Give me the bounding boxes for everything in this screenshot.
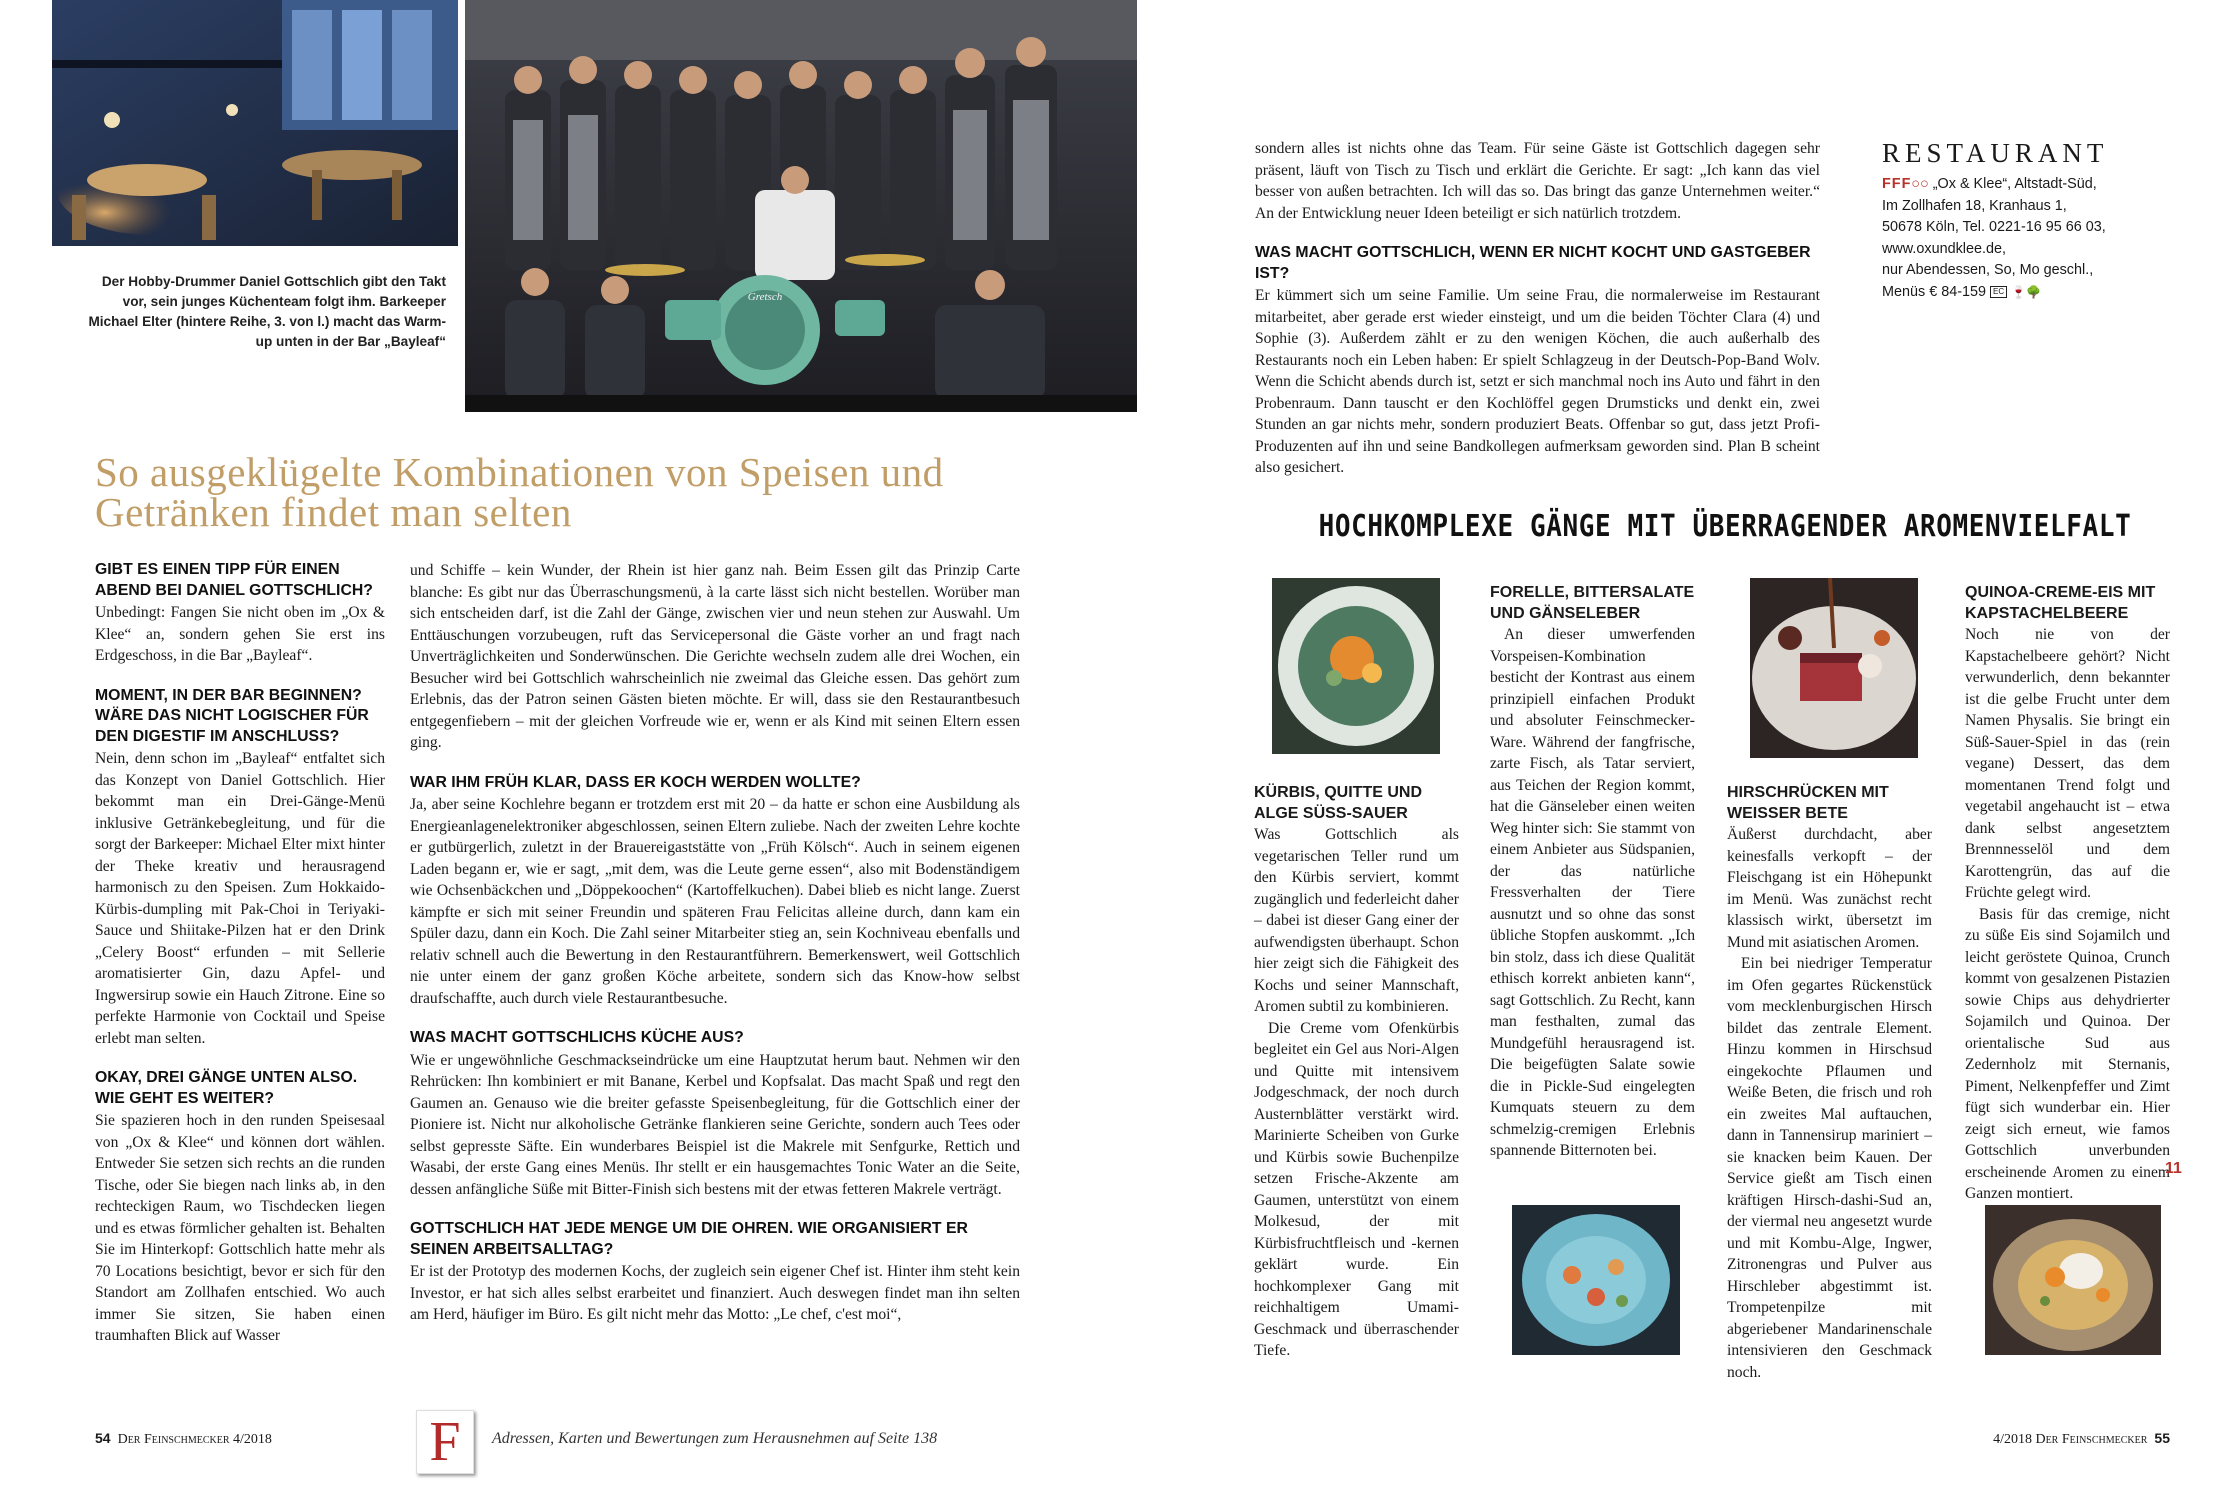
answer: Er kümmert sich um seine Familie. Um seine Frau, die normalerweise im Restaurant mitarbeitet, aber gerade erst wieder einsteigt, und um die beiden Töchter Clara (4) und Sophie (3). Außerdem zählt er zu den wenigen Köchen, die auch außerhalb des Restaurants noch ein Leben haben: Er spielt Schlagzeug in der Deutsch-Pop-Band Wolv. Wenn die Schicht abends durch ist, setzt er sich manchmal noch ins Auto und fährt in den Probenraum. Dann tauscht er den Kochlöffel gegen Drumsticks und denkt ein, zwei Stunden an gar nichts mehr, sondern produziert Beats. Offenbar so gut, dass jetzt Profi-Produzenten auf ihn und seine Bandkollegen aufmerksam geworden sind. Plan B scheint also gesichert. xyxy=(1255,287,1820,476)
restaurant-menu-price: Menüs € 84-159 xyxy=(1882,283,1987,300)
answer-continued: sondern alles ist nichts ohne das Team. Für seine Gäste ist Gottschlich dagegen sehr präsent, läuft von Tisch zu Tisch und erklärt die Gerichte. Er sagt: „Ich kann das viel besser von außen betrachten. Ich will das so. Das bringt das ganze Unternehmen weiter.“ An der Entwicklung neuer Ideen beteiligt er sich natürlich trotzdem. xyxy=(1255,140,1820,222)
question: WAS MACHT GOTTSCHLICH, WENN ER NICHT KOCHT UND GASTGEBER IST? xyxy=(1255,244,1811,282)
left-column-2 xyxy=(410,560,1020,1326)
dish-photo-trout xyxy=(1512,1205,1680,1355)
answer: Nein, denn schon im „Bayleaf“ entfaltet sich das Konzept von Daniel Gottschlich. Hier bekommt man ein Drei-Gänge-Menü inklusive Getränkebegleitung, und für die sorgt der Barkeeper: Michael Elter mixt hinter der Theke kreativ und herausragend harmonisch zu den Speisen. Zum Hokkaido-Kürbis-dumpling mit Pak-Choi in Teriyaki-Sauce und Shiitake-Pilzen hat er den Drink „Celery Boost“ erfunden – mit Sellerie aromatisierter Gin, dazu Apfel- und Ingwersirup sowie ein Hauch Zitrone. Eine so perfekte Harmonie von Cocktail und Speise erlebt man selten. xyxy=(95,750,385,1047)
dish-text: Äußerst durchdacht, aber keinesfalls verkopft – der Fleischgang ist ein Höhepunkt im Menü. Was zunächst recht klassisch wirkt, übersetzt im Mund mit asiatischen Aromen. xyxy=(1727,826,1932,951)
answer: Er ist der Prototyp des modernen Kochs, der zugleich sein eigener Chef ist. Hinter ihm steht kein Investor, er hat sich alles selbst erarbeitet und finanziert. Auch deswegen findet man ihn selten am Herd, häufiger im Büro. Es gilt nicht mehr das Motto: „Le chef, c'est moi“, xyxy=(410,1263,1020,1323)
page-number-left: 54 xyxy=(95,1430,111,1446)
answer-continued: und Schiffe – kein Wunder, der Rhein ist hier ganz nah. Beim Essen gilt das Prinzip Carte blanche: Es gibt nur das Überraschungsmenü, à la carte lässt sich nicht bestellen. Worüber man sich entscheiden darf, ist die Zahl der Gänge, zwischen vier und neun stehen zur Auswahl. Um Enttäuschungen vorzubeugen, ruft das Servicepersonal die Gäste vorher an und fragt nach Unverträglichkeiten und Sonderwünschen. Die Gerichte wechseln zudem alle drei Wochen, ein Besucher wird bei Gottschlich wahrscheinlich nie zweimal das Gleiche essen. Das gehört zum Erlebnis, das der Patron seinen Gästen bieten möchte. Er will, dass sie den Restaurantbesuch entgegenfiebern – mit der gleichen Vorfreude wie er, wenn er als Kind mit seinen Eltern essen ging. xyxy=(410,562,1020,751)
dish-photo-icecream xyxy=(1985,1205,2161,1355)
end-mark-icon: 11 xyxy=(2165,1160,2182,1177)
dish-title: FORELLE, BITTERSALATE UND GÄNSELEBER xyxy=(1490,584,1695,622)
dish-title: QUINOA-CREME-EIS MIT KAPSTACHELBEERE xyxy=(1965,584,2156,622)
footer-right xyxy=(1990,1430,2170,1448)
page-number-right: 55 xyxy=(2154,1430,2170,1446)
photo-caption: Der Hobby-Drummer Daniel Gottschlich gibt den Takt vor, sein junges Küchenteam folgt ihm. Barkeeper Michael Elter (hintere Reihe, 3. von l.) macht das Warm-up unten in der Bar „Bayleaf“ xyxy=(88,274,446,349)
restaurant-hours: nur Abendessen, So, Mo geschl., xyxy=(1882,262,2094,278)
dish-column-venison xyxy=(1727,782,1932,1383)
restaurant-city-tel: 50678 Köln, Tel. 0221-16 95 66 03, xyxy=(1882,219,2106,235)
ec-card-icon: EC xyxy=(1990,286,2007,298)
restaurant-label: RESTAURANT xyxy=(1882,138,2109,168)
dish-column-pumpkin xyxy=(1254,782,1459,1362)
dish-photo-pumpkin xyxy=(1272,578,1440,754)
question: GIBT ES EINEN TIPP FÜR EINEN ABEND BEI DANIEL GOTTSCHLICH? xyxy=(95,561,373,599)
drum-logo: Gretsch xyxy=(747,291,783,303)
dish-text-2: Die Creme vom Ofenkürbis begleitet ein Gel aus Nori-Algen und Quitte mit intensivem Jodgeschmack, der noch durch Austernblätter verstärkt wird. Marinierte Scheiben von Gurke und Kürbis sowie Buchenpilze setzen Frische-Akzente am Gaumen, unterstützt von einem Molkesud, der mit Kürbisfruchtfleisch und -kernen geklärt wurde. Ein hochkomplexer Gang mit reichhaltigem Umami-Geschmack und überraschender Tiefe. xyxy=(1254,1019,1459,1359)
answer: Wie er ungewöhnliche Geschmackseindrücke um eine Hauptzutat herum baut. Nehmen wir den Rehrücken: Ihn kombiniert er mit Banane, Kerbel und Kopfsalat. Das macht Spaß und regt den Gaumen an. Genauso wie die breiter gefasste Speisenbegleitung, für die Gottschlich einer der Pioniere ist. Nicht nur alkoholische Getränke flankieren seine Gerichte, sondern auch Tees oder selbst gepresste Säfte. Ein wunderbares Beispiel ist die Makrele mit Senfgurke, Rettich und Wasabi, der erste Gang eines Menüs. Ihr stellt er ein hausgemachtes Tonic Water an die Seite, dessen anfängliche Süße mit Bitter-Finish sich bestens mit der etwas fetteren Makrele verträgt. xyxy=(410,1051,1020,1198)
magazine-name-right: 4/2018 Der Feinschmecker xyxy=(1993,1432,2148,1447)
dish-column-trout xyxy=(1490,582,1695,1162)
left-column-1 xyxy=(95,560,385,1347)
rating-empty-icon: ○○ xyxy=(1911,176,1929,192)
dish-text: Noch nie von der Kapstachelbeere gehört? Nicht verwunderlich, denn bekannter ist die gelbe Frucht unter dem Namen Physalis. Sie bringt ein Süß-Sauer-Spiel in das (rein vegane) Dessert, das dem momentanen Trend folgt und vegetabil angehaucht ist – etwa dank selbst angesetztem Brennnesselöl und dem Karottengrün, das auf die Früchte gelegt wird. xyxy=(1965,626,2170,901)
team-photo xyxy=(465,0,1137,412)
restaurant-interior-photo xyxy=(52,0,458,246)
dish-column-icecream xyxy=(1965,582,2170,1205)
article-headline: So ausgeklügelte Kombinationen von Speisen und Getränken findet man selten xyxy=(95,449,944,535)
magazine-name-left: Der Feinschmecker 4/2018 xyxy=(117,1432,272,1447)
question: GOTTSCHLICH HAT JEDE MENGE UM DIE OHREN. WIE ORGANISIERT ER SEINEN ARBEITSALLTAG? xyxy=(410,1220,968,1258)
answer: Unbedingt: Fangen Sie nicht oben im „Ox & Klee“ an, sondern gehen Sie erst ins Erdgeschoss, in die Bar „Bayleaf“. xyxy=(95,604,385,664)
f-logo xyxy=(416,1410,474,1474)
rating-full-icon: FFF xyxy=(1882,176,1912,192)
footer-promo: Adressen, Karten und Bewertungen zum Herausnehmen auf Seite 138 xyxy=(492,1430,938,1447)
restaurant-web[interactable]: www.oxundklee.de, xyxy=(1882,240,2006,257)
wine-garden-icon: 🍷🌳 xyxy=(2011,284,2042,299)
restaurant-name: „Ox & Klee“, Altstadt-Süd, xyxy=(1928,176,2097,192)
right-top-column xyxy=(1255,138,1820,479)
question: WAR IHM FRÜH KLAR, DASS ER KOCH WERDEN WOLLTE? xyxy=(410,773,861,791)
question: OKAY, DREI GÄNGE UNTEN ALSO. WIE GEHT ES WEITER? xyxy=(95,1069,358,1107)
question: MOMENT, IN DER BAR BEGINNEN? WÄRE DAS NICHT LOGISCHER FÜR DEN DIGESTIF IM ANSCHLUSS? xyxy=(95,686,369,745)
dish-text-2: Ein bei niedriger Temperatur im Ofen gegartes Rückenstück vom mecklenburgischen Hirsch bildet das zentrale Element. Hinzu kommen in Hirschsud eingekochte Pflaumen und Weiße Beten, die frisch und roh ein zweites Mal auftauchen, dann in Tannensirup mariniert – sie knacken beim Kauen. Der Service gießt am Tisch einen kräftigen Hirsch-dashi-Sud an, der viermal neu angesetzt wurde und mit Kombu-Alge, Ingwer, Zitronengras und Pulver aus Hirschleber abgestimmt ist. Trompetenpilze mit abgeriebener Mandarinenschale intensivieren den Geschmack noch. xyxy=(1727,955,1932,1381)
dish-photo-venison xyxy=(1750,578,1918,758)
dish-text: An dieser umwerfenden Vorspeisen-Kombination besticht der Kontrast aus einem prinzipiell einfachen Produkt und absoluter Feinschmecker-Ware. Während der fangfrische, zarte Fisch, als Tatar serviert, aus Teichen der Region kommt, hat die Gänseleber einen weiten Weg hinter sich: Sie stammt von einem Anbieter aus Südspanien, der das natürliche Fressverhalten der Tiere ausnutzt und so ohne das sonst übliche Stopfen auskommt. „Ich bin stolz, dass ich diese Qualität ethisch korrekt anbieten kann“, sagt Gottschlich. Zu Recht, kann man festhalten, zumal das Mundgefühl herausragend ist. Die beigefügten Salate sowie die in Pickle-Sud eingelegten Kumquats steuern zu dem schmelzig-cremigen Erlebnis spannende Bitternoten bei. xyxy=(1490,626,1695,1159)
restaurant-address: Im Zollhafen 18, Kranhaus 1, xyxy=(1882,197,2067,214)
answer: Ja, aber seine Kochlehre begann er trotzdem erst mit 20 – da hatte er schon eine Ausbildung als Energieanlagenelektroniker abgeschlossen, seinen Eltern zuliebe. Nach der zweiten Lehre kochte er gutbürgerlich, zuletzt in der Brauereigaststätte von „Früh Kölsch“. Auch in seinem eigenen Laden begann er, wie er sagt, „mit dem, was die Leute gerne essen“, also mit Bodenständigem wie Ochsenbäckchen und „Döppekoochen“ (Kartoffelkuchen). Dabei blieb es nicht lange. Zuerst kämpfte er sich mit seiner Freundin und späteren Frau Felicitas alleine durch, dann kam ein Spüler dazu, dann ein Koch. Die Zahl seiner Mitarbeiter stieg an, sein Kochniveau ebenfalls und relativ schnell auch die Bewertung in den Restaurantführern. Bemerkenswert, weil Gottschlich nie unter einem der ganz großen Köche arbeitete, sondern sich das Know-how selbst draufschaffte, auch durch viele Restaurantbesuche. xyxy=(410,796,1020,1007)
dish-title: HIRSCHRÜCKEN MIT WEISSER BETE xyxy=(1727,784,1889,822)
question: WAS MACHT GOTTSCHLICHS KÜCHE AUS? xyxy=(410,1029,744,1046)
section-title: HOCHKOMPLEXE GÄNGE MIT ÜBERRAGENDER AROMENVIELFALT xyxy=(1318,509,2132,545)
dish-text-2: Basis für das cremige, nicht zu süße Eis sind Sojamilch und leicht geröstete Quinoa, Crunch kommt von gesalzenen Pistazien sowie Chips aus dehydrierter Sojamilch und Quinoa. Der orientalische Sud aus Zedernholz mit Sternanis, Piment, Nelkenpfeffer und Zimt fügt sich wunderbar ein. Hier zeigt sich erneut, wie famos Gottschlich unverbunden erscheinende Aromen zu einem Ganzen montiert. xyxy=(1965,905,2170,1202)
f-logo-letter: F xyxy=(429,1411,461,1473)
restaurant-info xyxy=(1882,136,2192,303)
answer: Sie spazieren hoch in den runden Speisesaal von „Ox & Klee“ und können dort wählen. Entweder Sie setzen sich rechts an die runden Tische, oder Sie biegen nach links ab, in den rechteckigen Raum, wo Tischdecken liegen und es etwas förmlicher gehalten ist. Behalten Sie im Hinterkopf: Gottschlich hatte mehr als 70 Locations besichtigt, bevor er sich für den Standort am Zollhafen entschied. Wo auch immer Sie sitzen, Sie haben einen traumhaften Blick auf Wasser xyxy=(95,1112,385,1344)
dish-title: KÜRBIS, QUITTE UND ALGE SÜSS-SAUER xyxy=(1254,784,1422,822)
dish-text: Was Gottschlich als vegetarischen Teller rund um den Kürbis serviert, kommt zugänglich und federleicht daher – dabei ist dieser Gang einer der aufwendigsten überhaupt. Schon hier zeigt sich die Fähigkeit des Kochs und seiner Mannschaft, Aromen subtil zu kombinieren. xyxy=(1254,826,1459,1015)
footer-left xyxy=(95,1430,272,1448)
